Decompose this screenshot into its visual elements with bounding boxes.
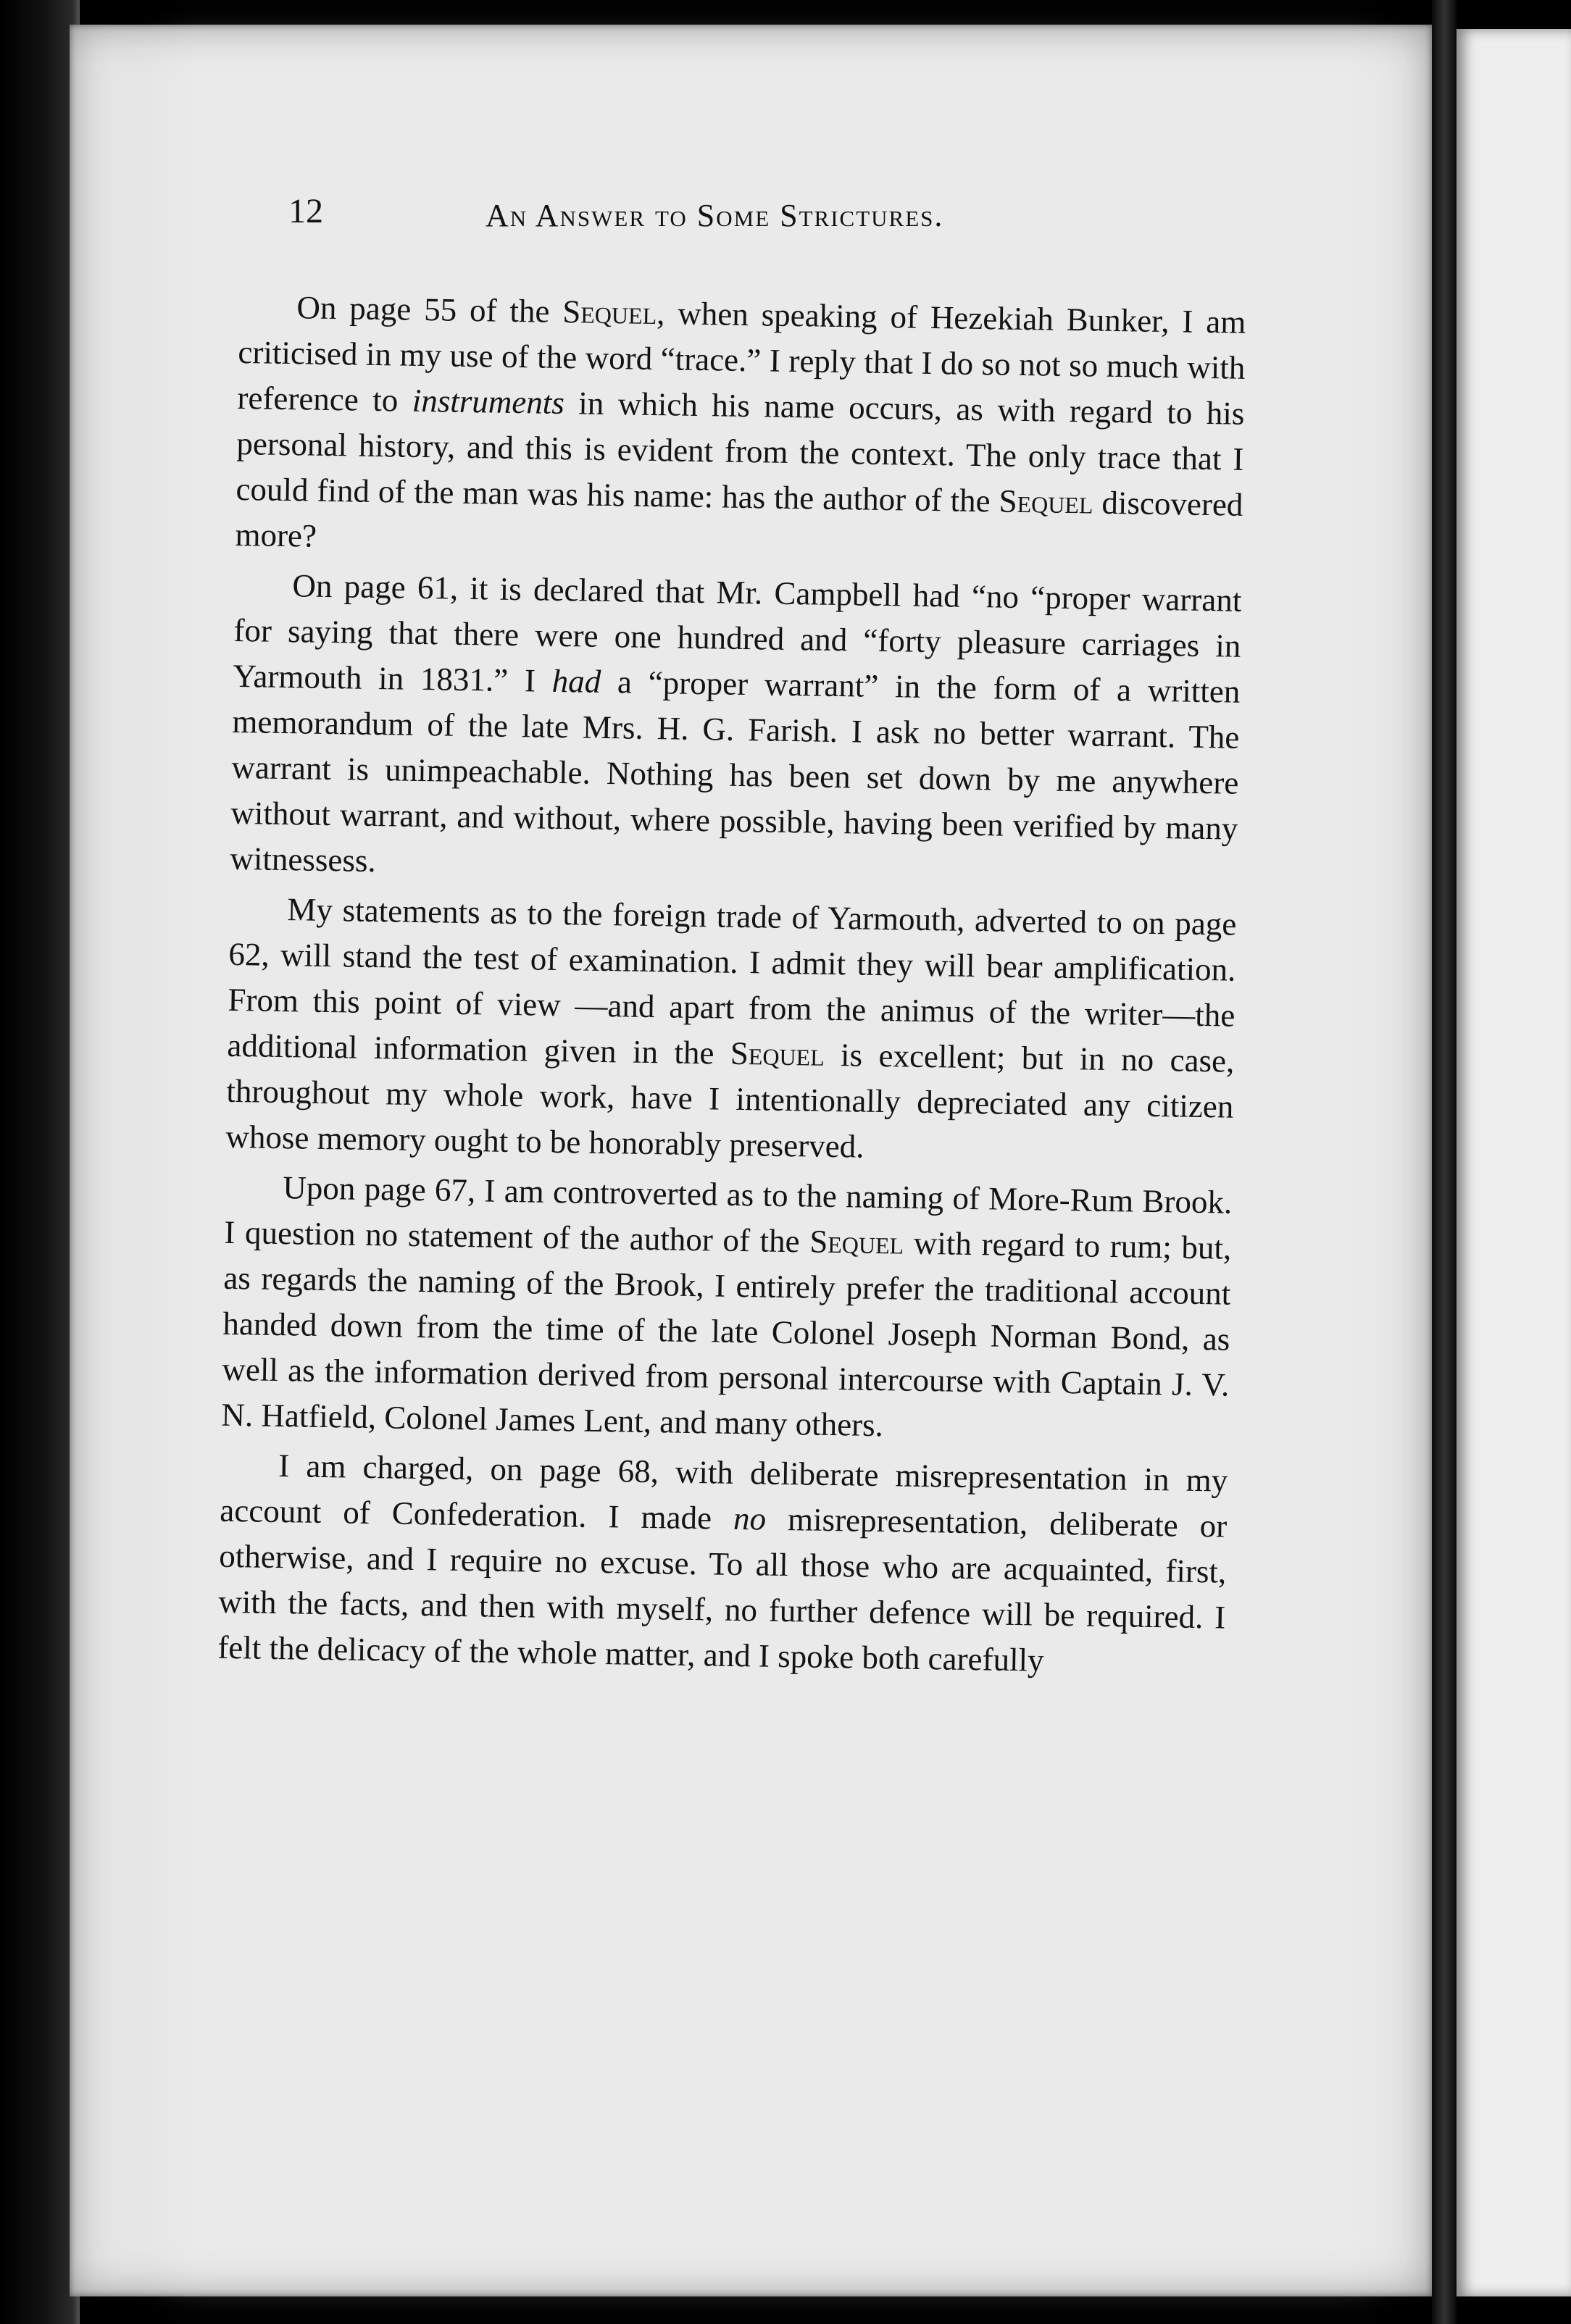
paragraph bbox=[230, 562, 1242, 898]
book-left-edge bbox=[0, 0, 80, 2324]
paragraph bbox=[217, 1442, 1228, 1686]
text-run: is excellent; but in no case, throughout my whole work, have I intentionally depreciated any citizen whose memory ought to be honorably preserved. bbox=[225, 1036, 1235, 1165]
text-run: My statements as to the foreign trade of Yarmouth, adverted to on page 62, will stand the test of examination. I admit they will bear amplification. From this point of view —and apart from the animus of the writer—the additional information given in the bbox=[227, 891, 1237, 1071]
text-run: On page 61, it is declared that Mr. Campbell had “no “proper warrant for saying that there were one hundred and “forty pleasure carriages in Yarmouth in 1831.” I bbox=[233, 567, 1242, 699]
next-page-edge bbox=[1457, 29, 1571, 2296]
text-run: I am charged, on page 68, with deliberate misrepresentation in my account of Confederation. I made bbox=[220, 1447, 1228, 1537]
body-text bbox=[217, 284, 1246, 1691]
running-head: An Answer to Some Strictures. bbox=[486, 198, 944, 233]
italic-text: had bbox=[551, 662, 601, 700]
text-run: with regard to rum; but, as regards the naming of the Brook, I entirely prefer the traditional account handed down from the time of the late Colonel Joseph Norman Bond, as well as the information derived from personal intercourse with Captain J. V. N. Hatfield, Colonel James Lent, and many others. bbox=[221, 1224, 1232, 1444]
paragraph bbox=[235, 284, 1246, 574]
book-gutter bbox=[1432, 0, 1457, 2324]
text-run: a “proper warrant” in the form of a written memorandum of the late Mrs. H. G. Farish. I ask no better warrant. The warrant is unimpeachable. Nothing has been set down by me anywhere without warrant, and without, where possible, having been verified by many witnessess. bbox=[230, 663, 1241, 879]
text-run: misrepresentation, deliberate or otherwise, and I require no excuse. To all those who are acquainted, first, with the facts, and then with myself, no further defence will be required. I felt the delicacy of the whole matter, and I spoke both carefully bbox=[217, 1500, 1228, 1679]
text-run: , when speaking of Hezekiah Bunker, I am criticised in my use of the word “trace.” I reply that I do so not so much with reference to bbox=[237, 295, 1246, 419]
text-run: in which his name occurs, as with regard to his personal history, and this is evident from the context. The only trace that I could find of the man was his name: has the author of the bbox=[236, 385, 1245, 519]
text-run: discovered more? bbox=[235, 484, 1243, 554]
small-caps-text: Sequel bbox=[809, 1223, 904, 1261]
paragraph bbox=[221, 1164, 1233, 1454]
italic-text: no bbox=[733, 1500, 767, 1537]
text-run: On page 55 of the bbox=[296, 289, 563, 330]
small-caps-text: Sequel bbox=[999, 482, 1093, 521]
small-caps-text: Sequel bbox=[730, 1034, 825, 1073]
page-number: 12 bbox=[288, 192, 323, 230]
italic-text: instruments bbox=[412, 382, 565, 422]
paragraph bbox=[225, 886, 1237, 1176]
small-caps-text: Sequel bbox=[562, 293, 657, 332]
text-run: Upon page 67, I am controverted as to the naming of More-Rum Brook. I question no statement of the author of the bbox=[224, 1169, 1233, 1260]
